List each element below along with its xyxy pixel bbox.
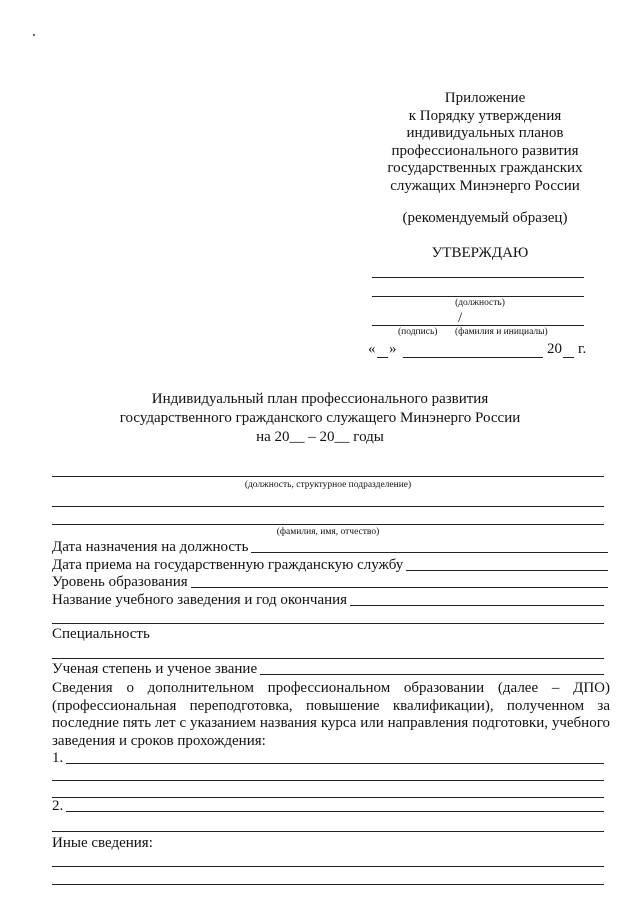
approve-heading: УТВЕРЖДАЮ (431, 245, 529, 261)
date-year-prefix: 20 (547, 341, 562, 357)
approval-position-line-2 (372, 296, 584, 297)
institution-line-2[interactable] (52, 623, 604, 624)
dpo-item-2-row (52, 798, 604, 815)
dpo-item-2-line-2[interactable] (52, 831, 604, 832)
fio-line (52, 524, 604, 525)
appendix-block (355, 90, 615, 195)
plan-title-line1: Индивидуальный план профессионального развития (151, 391, 489, 407)
name-initials-caption: (фамилия и инициалы) (455, 327, 548, 337)
plan-title-line2: государственного гражданского служащего Минэнерго России (119, 410, 521, 426)
date-quote-open: « (368, 341, 376, 357)
other-info-line-1[interactable] (52, 866, 604, 867)
approval-position-line (372, 277, 584, 278)
appendix-line: служащих Минэнерго России (390, 177, 580, 194)
appendix-line: профессионального развития (391, 142, 579, 159)
service-start-label: Дата приема на государственную гражданскую службу (52, 557, 404, 573)
date-year-line (563, 357, 574, 358)
appointment-date-field[interactable] (251, 552, 608, 553)
dpo-item-2-number: 2. (52, 798, 64, 814)
appendix-line: к Порядку утверждения (408, 107, 562, 124)
appointment-date-label: Дата назначения на должность (52, 539, 249, 555)
institution-label: Название учебного заведения и год окончания (52, 592, 348, 608)
appendix-line: Приложение (444, 90, 526, 106)
date-year-suffix: г. (578, 341, 587, 357)
dpo-text: Сведения о дополнительном профессиональном образовании (далее – ДПО) (профессиональная переподготовка, повышение квалификации), полученном за последние пять лет с указанием названия курса или направления подготовки, учебного заведения и сроков прохождения: (52, 680, 610, 749)
date-month-line (403, 357, 543, 358)
date-quote-close: » (389, 341, 397, 357)
appointment-date-row (52, 539, 608, 556)
signature-line (372, 325, 584, 326)
dpo-item-1-number: 1. (52, 750, 64, 766)
institution-field[interactable] (350, 605, 604, 606)
position-division-caption: (должность, структурное подразделение) (244, 480, 412, 490)
dpo-item-1-field[interactable] (66, 763, 604, 764)
other-info-label: Иные сведения: (52, 835, 153, 851)
education-level-row (52, 574, 608, 591)
position-line-2 (52, 506, 604, 507)
specialty-label: Специальность (52, 626, 150, 642)
appendix-line: государственных гражданских (387, 160, 583, 176)
scan-dot (33, 34, 35, 36)
signature-slash: / (458, 310, 463, 326)
service-start-field[interactable] (406, 570, 608, 571)
date-day-line (377, 357, 388, 358)
dpo-item-1-line-2[interactable] (52, 780, 604, 781)
degree-row (52, 661, 604, 678)
fio-caption: (фамилия, имя, отчество) (276, 527, 380, 537)
degree-label: Ученая степень и ученое звание (52, 661, 258, 677)
dpo-paragraph (52, 680, 610, 750)
position-line (52, 476, 604, 477)
degree-field[interactable] (260, 674, 604, 675)
appendix-line: индивидуальных планов (406, 125, 564, 141)
dpo-item-2-field[interactable] (66, 811, 604, 812)
position-caption: (должность) (455, 298, 505, 308)
other-info-line-2[interactable] (52, 884, 604, 885)
education-level-label: Уровень образования (52, 574, 188, 590)
education-level-field[interactable] (191, 587, 608, 588)
signature-caption: (подпись) (398, 327, 438, 337)
sample-note: (рекомендуемый образец) (402, 210, 568, 226)
dpo-item-1-row (52, 750, 604, 767)
institution-row (52, 592, 604, 609)
specialty-line[interactable] (52, 658, 604, 659)
plan-title-line3: на 20__ – 20__ годы (256, 429, 384, 445)
service-start-row (52, 557, 608, 574)
